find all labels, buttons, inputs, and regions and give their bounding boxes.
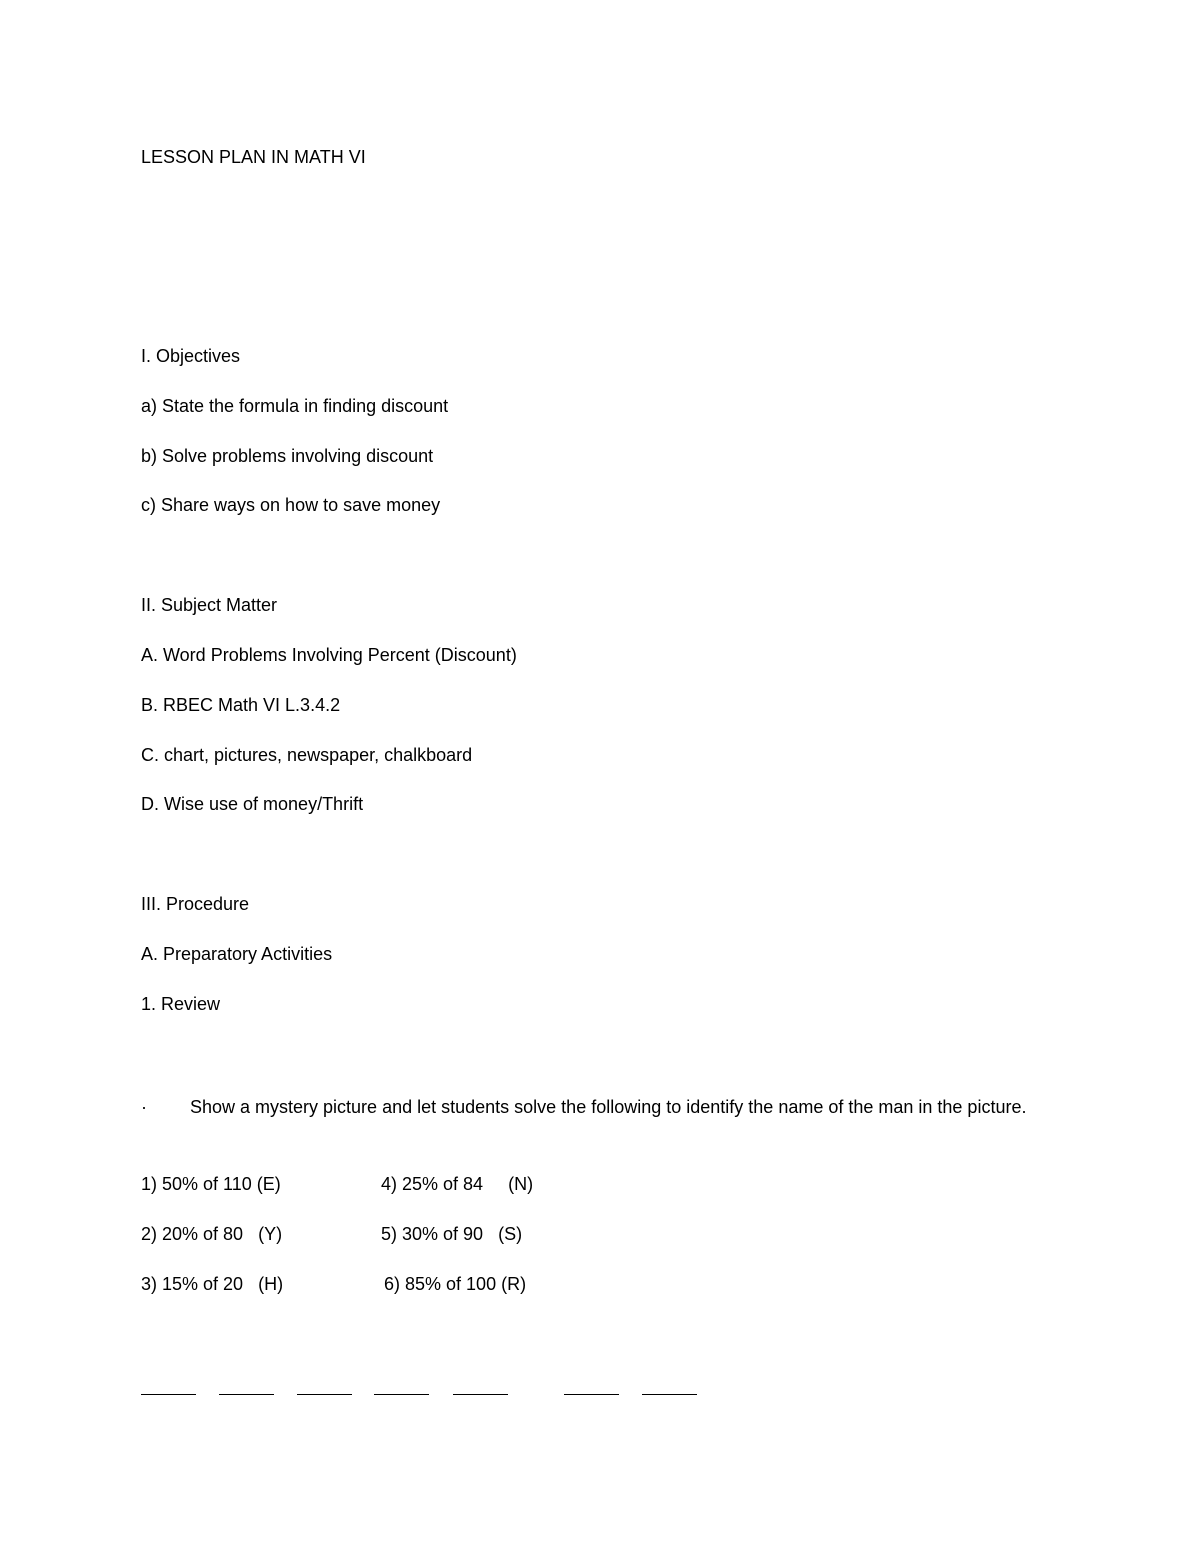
procedure-step: 1. Review bbox=[141, 994, 221, 1014]
subject-matter-item: B. RBEC Math VI L.3.4.2 bbox=[141, 695, 341, 715]
subject-matter-heading: II. Subject Matter bbox=[141, 595, 278, 615]
objective-item: b) Solve problems involving discount bbox=[141, 446, 434, 466]
problem-left: 1) 50% of 110 (E) bbox=[141, 1174, 281, 1194]
objectives-heading: I. Objectives bbox=[141, 346, 241, 366]
objective-item: c) Share ways on how to save money bbox=[141, 495, 441, 515]
answer-blank[interactable] bbox=[141, 1394, 196, 1395]
bullet-text: Show a mystery picture and let students solve the following to identify the name of the man in the picture. bbox=[190, 1097, 1027, 1117]
answer-blank[interactable] bbox=[453, 1394, 508, 1395]
answer-blank[interactable] bbox=[219, 1394, 274, 1395]
problem-right: 4) 25% of 84 (N) bbox=[381, 1174, 534, 1194]
problem-left: 3) 15% of 20 (H) bbox=[141, 1274, 284, 1294]
subject-matter-item: D. Wise use of money/Thrift bbox=[141, 794, 364, 814]
answer-blank[interactable] bbox=[564, 1394, 619, 1395]
problem-right: 6) 85% of 100 (R) bbox=[384, 1274, 527, 1294]
document-title: LESSON PLAN IN MATH VI bbox=[141, 147, 366, 167]
answer-blank[interactable] bbox=[297, 1394, 352, 1395]
answer-blank[interactable] bbox=[642, 1394, 697, 1395]
procedure-heading: III. Procedure bbox=[141, 894, 250, 914]
bullet-paragraph bbox=[141, 1093, 1071, 1122]
objective-item: a) State the formula in finding discount bbox=[141, 396, 449, 416]
problem-left: 2) 20% of 80 (Y) bbox=[141, 1224, 283, 1244]
subject-matter-item: A. Word Problems Involving Percent (Discount) bbox=[141, 645, 517, 665]
subject-matter-item: C. chart, pictures, newspaper, chalkboard bbox=[141, 745, 473, 765]
answer-blank[interactable] bbox=[374, 1394, 429, 1395]
bullet-icon: · bbox=[141, 1097, 147, 1117]
problem-right: 5) 30% of 90 (S) bbox=[381, 1224, 523, 1244]
procedure-subheading: A. Preparatory Activities bbox=[141, 944, 333, 964]
